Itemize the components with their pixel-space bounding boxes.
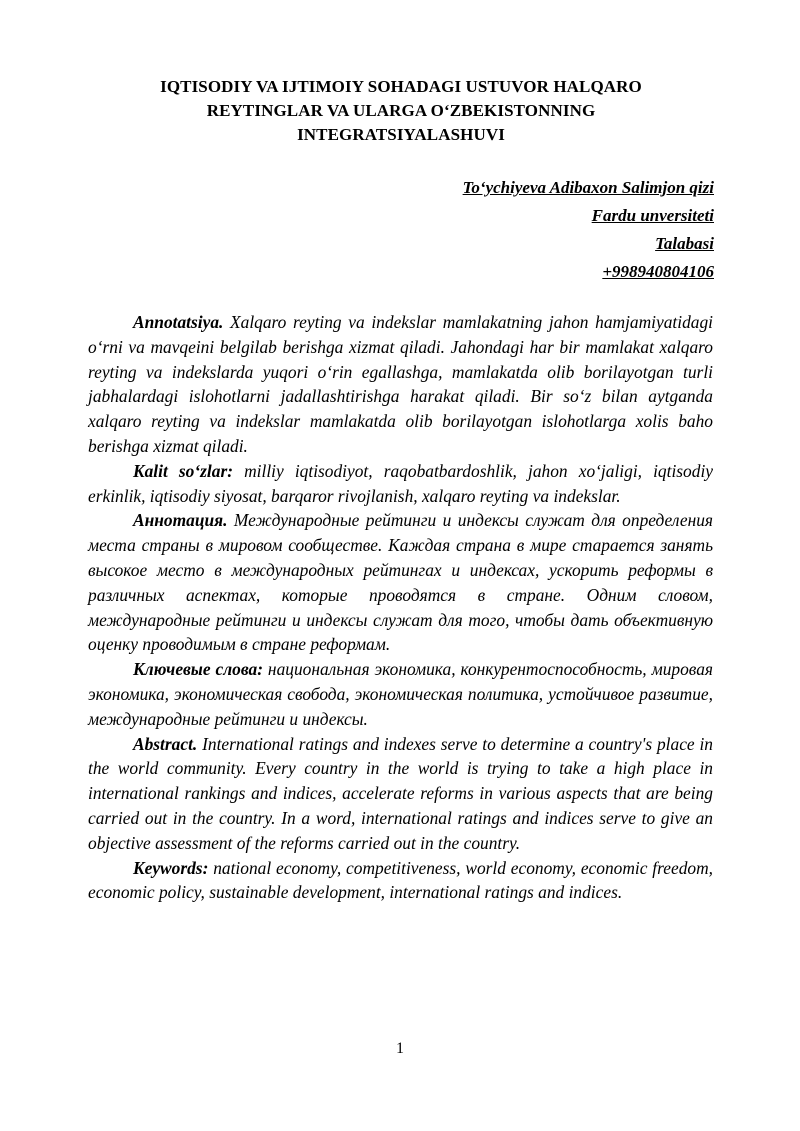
author-block [463, 174, 714, 286]
annotation-ru-text: Международные рейтинги и индексы служат для определения места страны в мировом сообществе. Каждая страна в мире старается занять высокое место в международных рейтингах и индексах, ускорить реформы в различных аспектах, которые проводятся в стране. Одним словом, международные рейтинги и индексы служат для того, чтобы дать объективную оценку проводимым в стране реформам. [88, 510, 713, 655]
author-phone: +998940804106 [602, 262, 714, 281]
abstract-en-label: Abstract. [133, 733, 198, 754]
keywords-ru-text: национальная экономика, конкурентоспособность, мировая экономика, экономическая свобода, экономическая политика, устойчивое развитие, международные рейтинги и индексы. [88, 659, 713, 729]
paper-title [88, 75, 714, 147]
annotation-uz-text: Xalqaro reyting va indekslar mamlakatning jahon hamjamiyatidagi o‘rni va mavqeini belgilab berishga xizmat qiladi. Jahondagi har bir mamlakat xalqaro reyting va indekslarda yuqori o‘rin egallashga, mamlakatda olib borilayotgan turli jabhalardagi islohotlarni jadallashtirishga harakat qiladi. Bir so‘z bilan aytganda xalqaro reyting va indekslar mamlakatda olib borilayotgan islohotlarga xolis baho berishga xizmat qiladi. [88, 312, 713, 456]
author-university: Fardu unversiteti [591, 206, 714, 225]
keywords-uz-text: milliy iqtisodiyot, raqobatbardoshlik, jahon xo‘jaligi, iqtisodiy erkinlik, iqtisodiy siyosat, barqaror rivojlanish, xalqaro reyting va indekslar. [88, 460, 714, 506]
title-line-1: IQTISODIY VA IJTIMOIY SOHADAGI USTUVOR HALQARO [160, 77, 642, 96]
annotation-ru-label: Аннотация. [133, 510, 228, 531]
keywords-en [88, 856, 713, 906]
keywords-ru-label: Ключевые слова: [133, 659, 263, 680]
annotation-ru [88, 508, 713, 657]
keywords-uz-label: Kalit so‘zlar: [133, 460, 234, 481]
annotation-uz-label: Annotatsiya. [133, 312, 224, 332]
abstract-en-text: International ratings and indexes serve to determine a country's place in the world community. Every country in the world is trying to take a high place in international rankings and indices, accelerate reforms in various aspects that are being carried out in the country. In a word, international ratings and indices serve to give an objective assessment of the reforms carried out in the country. [88, 733, 713, 853]
keywords-en-label: Keywords: [133, 857, 209, 878]
abstract-en [88, 732, 713, 856]
annotation-uz [88, 310, 713, 459]
keywords-uz [88, 459, 713, 509]
author-name: To‘ychiyeva Adibaxon Salimjon qizi [462, 178, 714, 197]
keywords-en-text: national economy, competitiveness, world economy, economic freedom, economic policy, sustainable development, international ratings and indices. [88, 857, 713, 903]
keywords-ru [88, 657, 713, 731]
author-status: Talabasi [655, 234, 714, 253]
title-line-2: REYTINGLAR VA ULARGA O‘ZBEKISTONNING [206, 101, 596, 120]
paper-body [88, 310, 713, 905]
title-line-3: INTEGRATSIYALASHUVI [297, 125, 505, 144]
page-number: 1 [396, 1040, 404, 1057]
